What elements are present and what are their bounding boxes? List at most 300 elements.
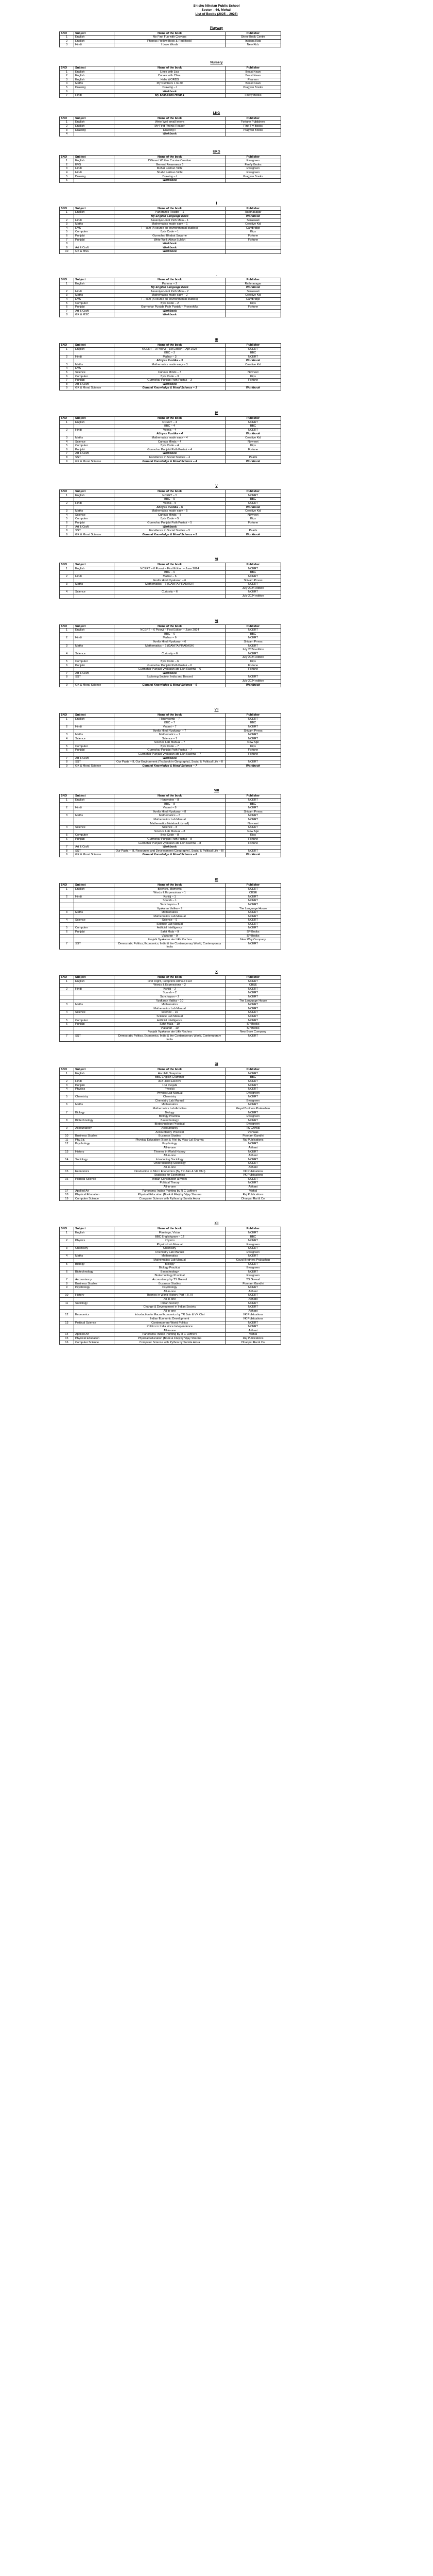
serial-number: 5 [60,834,74,838]
serial-number: 12 [60,1313,74,1317]
serial-number: 16 [60,1177,74,1181]
book-table [59,563,281,598]
table-row [60,1091,281,1095]
column-header-publisher: Publisher [226,116,281,121]
column-header-subject: Subject [74,417,114,421]
serial-number: 8 [60,313,74,317]
subject-cell: GK & Moral Science [74,386,114,391]
subject-cell: Hindi [74,167,114,171]
publisher-cell: July 2024 edition [226,656,281,660]
table-row [60,799,281,803]
serial-number: 8 [60,382,74,386]
publisher-cell [226,525,281,529]
serial-number: 15 [60,1170,74,1174]
serial-number [60,802,74,806]
publisher-cell: July 2024 edition [226,648,281,652]
book-title-cell: Workbook [114,313,226,317]
publisher-cell: CBSE [226,984,281,988]
table-row [60,926,281,930]
table-row [60,286,281,290]
subject-cell [74,1014,114,1019]
subject-cell [74,991,114,995]
publisher-cell [226,382,281,386]
book-title-cell: Byte Code – 7 [114,744,226,749]
column-header-book: Name of the book [114,31,226,36]
table-row [60,1290,281,1294]
subject-cell: Phy.Ed. [74,1138,114,1142]
book-title-cell: Panorar – 2 [114,282,226,286]
serial-number: 5 [60,517,74,521]
table-row [60,529,281,533]
book-title-cell: Biology [114,1262,226,1266]
book-title-cell: Exploring Society: India and Beyond [114,675,226,680]
table-row [60,1247,281,1251]
publisher-cell: Fortune [226,749,281,753]
book-table [59,713,281,768]
serial-number: 4 [60,652,74,656]
subject-cell: Computer [74,301,114,306]
publisher-cell: Pearson [226,78,281,82]
publisher-cell: NCERT [226,1011,281,1015]
table-row [60,82,281,86]
publisher-cell: NCERT [226,995,281,999]
serial-number: 6 [60,90,74,94]
book-title-cell: Chemistry Lab Manual [114,1250,226,1255]
table-row [60,922,281,926]
subject-cell [74,498,114,502]
subject-cell [74,1030,114,1035]
subject-cell: Hindi [74,636,114,640]
column-header-book: Name of the book [114,1068,226,1072]
table-row [60,683,281,687]
column-header-publisher: Publisher [226,417,281,421]
serial-number: 6 [60,749,74,753]
table-row [60,1333,281,1337]
subject-cell: GK & MSC [74,313,114,317]
table-row [60,1259,281,1263]
subject-cell [74,242,114,246]
publisher-cell: Dhanpat Rai & Co [226,1341,281,1345]
book-title-cell: Veena – 5 [114,501,226,505]
subject-cell [74,351,114,355]
publisher-cell: Shivam Prress [226,810,281,814]
publisher-cell: Kips [226,375,281,379]
book-title-cell: Different Written Cursive Creative [114,159,226,163]
publisher-cell: Navneet [226,440,281,444]
subject-cell: Computer [74,375,114,379]
column-header-publisher: Publisher [226,563,281,567]
class-title: X [215,970,218,974]
serial-number: 9 [60,460,74,464]
subject-cell: Economics [74,1170,114,1174]
publisher-cell: Arihant [226,1298,281,1302]
book-title-cell: Curiosity – 6 [114,590,226,595]
publisher-cell: Shree Book Centre [226,36,281,40]
publisher-cell: Goyal Brothers Prakashan [226,1259,281,1263]
table-row [60,525,281,529]
column-header-book: Name of the book [114,207,226,211]
subject-cell: SST [74,529,114,533]
subject-cell: Psychology [74,1142,114,1146]
column-header-sno: SNO [60,714,74,718]
publisher-cell: NCERT [226,806,281,810]
book-title-cell: Mathematics Notebook (small) [114,822,226,826]
table-row [60,1336,281,1341]
subject-cell [74,1154,114,1158]
table-row [60,301,281,306]
publisher-cell: NCERT [226,895,281,899]
table-row [60,849,281,853]
subject-cell: Punjabi [74,379,114,383]
publisher-cell: NCERT [226,1083,281,1088]
table-header-row [60,883,281,887]
book-title-cell: Flamingo, Vistas [114,1231,226,1235]
subject-cell [74,579,114,583]
book-title-cell: General Awareness 6 [114,163,226,167]
table-row [60,375,281,379]
table-row [60,744,281,749]
column-header-publisher: Publisher [226,490,281,494]
subject-cell: English [74,717,114,721]
class-section [0,970,433,1042]
table-row [60,753,281,757]
class-title: UKG [213,149,220,154]
table-row [60,223,281,227]
serial-number: 7 [60,942,74,949]
table-row [60,671,281,675]
publisher-cell [226,671,281,675]
serial-number [60,571,74,575]
table-row [60,211,281,215]
serial-number: 4 [60,919,74,923]
serial-number: 10 [60,1134,74,1139]
subject-cell: Computer [74,1019,114,1023]
subject-cell: Science [74,737,114,741]
class-title: VII [214,708,219,712]
publisher-cell: NCERT [226,818,281,822]
serial-number: 4 [60,132,74,137]
table-row [60,1118,281,1123]
publisher-cell: NCERT [226,733,281,737]
table-row [60,1282,281,1286]
book-title-cell: Veena – 4 [114,428,226,432]
subject-cell: GK & Moral Science [74,853,114,857]
book-title-cell: Abhyas Pustika – 5 [114,505,226,510]
publisher-cell: Workbook [226,359,281,363]
book-table [59,116,281,137]
publisher-cell: NCERT [226,737,281,741]
table-row [60,121,281,125]
serial-number [60,810,74,814]
subject-cell: Art & Craft [74,756,114,760]
column-header-book: Name of the book [114,155,226,159]
subject-cell: English [74,159,114,163]
book-title-cell: Curves with Chinu [114,74,226,78]
book-title-cell: Phonics (Yellow Book & Red Book) [114,39,226,43]
serial-number [60,1309,74,1313]
subject-cell [74,841,114,845]
publisher-cell: NCERT [226,1072,281,1076]
publisher-cell: Beast News [226,82,281,86]
serial-number: 4 [60,1011,74,1015]
publisher-cell: NCERT [226,1034,281,1041]
subject-cell: GK & Moral Science [74,460,114,464]
column-header-subject: Subject [74,883,114,887]
serial-number: 2 [60,428,74,432]
publisher-cell: CBSE [226,891,281,895]
publisher-cell: Evergreen [226,1091,281,1095]
book-title-cell: Mathematics [114,911,226,915]
table-row [60,571,281,575]
serial-number [60,1107,74,1111]
serial-number [60,1165,74,1170]
subject-cell: English [74,347,114,351]
table-row [60,760,281,765]
serial-number: 8 [60,242,74,246]
publisher-cell: NCERT [226,1003,281,1007]
table-row [60,729,281,733]
subject-cell: Physical Education [74,1193,114,1197]
publisher-cell [226,90,281,94]
table-row [60,70,281,74]
table-row [60,246,281,250]
serial-number [60,586,74,590]
column-header-sno: SNO [60,343,74,347]
publisher-cell: NCERT [226,926,281,930]
subject-cell: Chemistry [74,1095,114,1099]
publisher-cell: NCERT [226,849,281,853]
serial-number: 1 [60,121,74,125]
publisher-cell: Pragyan Books [226,86,281,90]
table-row [60,1019,281,1023]
table-row [60,814,281,818]
book-title-cell: Physical Education (Book & File) by Vijay Lal Sharma [114,1138,226,1142]
publisher-cell: The Language House [226,999,281,1003]
subject-cell [74,215,114,219]
table-row [60,656,281,660]
table-row [60,290,281,294]
book-title-cell: Gurmohar Punjabi Vyakaran ate Likh Rachna – 7 [114,753,226,757]
table-row [60,1107,281,1111]
table-row [60,444,281,448]
class-title: Nursery [210,60,223,64]
serial-number: 3 [60,510,74,514]
subject-cell: Art & Craft [74,452,114,456]
serial-number: 5 [60,659,74,664]
column-header-sno: SNO [60,794,74,799]
table-row [60,510,281,514]
serial-number: 9 [60,386,74,391]
publisher-cell: NCERT [226,911,281,915]
subject-cell: Maths [74,82,114,86]
table-row [60,175,281,179]
serial-number: 6 [60,306,74,310]
table-row [60,1309,281,1313]
table-row [60,1103,281,1107]
table-row [60,250,281,254]
book-title-cell: NCERT – 4 [114,420,226,425]
publisher-cell: NCERT [226,760,281,765]
column-header-book: Name of the book [114,563,226,567]
column-header-publisher: Publisher [226,794,281,799]
table-row [60,1231,281,1235]
subject-cell: Science [74,371,114,375]
book-title-cell: Themes in World History [114,1150,226,1154]
publisher-cell: NCERT [226,942,281,949]
publisher-cell: NCERT [226,1301,281,1306]
publisher-cell: NCERT [226,1325,281,1329]
table-row [60,39,281,43]
table-row [60,1111,281,1115]
subject-cell [74,729,114,733]
serial-number: 6 [60,837,74,841]
serial-number: 13 [60,1150,74,1154]
table-row [60,1274,281,1278]
table-row [60,579,281,583]
serial-number: 4 [60,590,74,595]
table-header-row [60,490,281,494]
publisher-cell: NCERT [226,675,281,680]
book-title-cell: Physics Lab Manual [114,1091,226,1095]
serial-number: 3 [60,43,74,47]
book-title-cell [114,586,226,590]
column-header-sno: SNO [60,417,74,421]
subject-cell [74,1185,114,1189]
subject-cell: Physics [74,1088,114,1092]
publisher-cell: NCERT [226,1150,281,1154]
column-header-subject: Subject [74,490,114,494]
publisher-cell: Fortune [226,238,281,242]
serial-number: 1 [60,347,74,351]
subject-cell [74,132,114,137]
serial-number: 1 [60,211,74,215]
serial-number [60,891,74,895]
publisher-cell: NCERT [226,1162,281,1166]
serial-number: 1 [60,717,74,721]
publisher-cell: NCERT [226,1247,281,1251]
subject-cell [74,721,114,725]
publisher-cell: Navneet [226,822,281,826]
book-title-cell: Ikrelts Hindi Vyakaran – 6 [114,579,226,583]
table-row [60,818,281,822]
serial-number: 7 [60,452,74,456]
column-header-sno: SNO [60,1068,74,1072]
book-table [59,883,281,950]
book-title-cell: Workbook [114,90,226,94]
book-title-cell: Chemistry [114,1095,226,1099]
table-row [60,679,281,683]
table-row [60,163,281,167]
book-title-cell: First Flight, Footprints without Feet [114,979,226,984]
publisher-cell: NCERT [226,725,281,729]
serial-number: 2 [60,806,74,810]
subject-cell [74,595,114,599]
book-title-cell: Mathematics Lab Manual [114,1259,226,1263]
table-row [60,1138,281,1142]
column-header-subject: Subject [74,563,114,567]
class-title: VIII [214,789,219,793]
publisher-cell: Kips [226,517,281,521]
publisher-cell: Creative Kid [226,436,281,440]
serial-number: 1 [60,1072,74,1076]
subject-cell: Hindi [74,987,114,991]
book-title-cell: Punjabi Vyakaran ate Likh Rachna [114,1030,226,1035]
book-title-cell: Indian Economic Development [114,1317,226,1321]
book-title-cell: Malhar – 6 [114,575,226,579]
publisher-cell: NCERT [226,799,281,803]
class-section [0,1222,433,1345]
table-row [60,595,281,599]
subject-cell: Computer [74,834,114,838]
book-title-cell: Byte Code – 5 [114,517,226,521]
subject-cell [74,903,114,907]
book-title-cell: NCERT – 6 Poorvi – First Edition – June 2024 [114,629,226,633]
book-title-cell: Abhyas Pustika – 4 [114,432,226,436]
table-row [60,1030,281,1035]
table-row [60,297,281,301]
subject-cell [74,1007,114,1011]
publisher-cell: Kips [226,301,281,306]
table-row [60,226,281,230]
book-title-cell: All-in-one [114,1146,226,1150]
book-title-cell: Aasaniyo Hindi Path Mala – 2 [114,290,226,294]
subject-cell: EVS [74,367,114,371]
serial-number [60,841,74,845]
publisher-cell: First Fly Books [226,124,281,128]
subject-cell [74,1235,114,1239]
table-row [60,355,281,359]
publisher-cell: NCERT [226,636,281,640]
publisher-cell: TS Grewal [226,1127,281,1131]
serial-number: 17 [60,1189,74,1193]
subject-cell: English [74,420,114,425]
serial-number [60,679,74,683]
subject-cell [74,984,114,988]
table-row [60,371,281,375]
subject-cell: SST [74,675,114,680]
publisher-cell: NCERT [226,826,281,830]
subject-cell [74,1091,114,1095]
publisher-cell: New Kidz [226,43,281,47]
table-row [60,1034,281,1041]
serial-number: 7 [60,756,74,760]
book-title-cell: Understanding Sociology [114,1162,226,1166]
subject-cell: Maths [74,583,114,587]
serial-number: 3 [60,644,74,648]
class-section [0,411,433,464]
subject-cell: English [74,39,114,43]
table-row [60,215,281,219]
column-header-subject: Subject [74,155,114,159]
publisher-cell: Evergreen [226,171,281,175]
publisher-cell [226,367,281,371]
book-title-cell: Curious Minds – 5 [114,513,226,517]
subject-cell [74,1165,114,1170]
table-row [60,167,281,171]
book-title-cell: Mathematics Lab Manual [114,818,226,822]
book-title-cell: Viakaran – 10 [114,1026,226,1030]
subject-cell: English [74,78,114,82]
subject-cell: Maths [74,1103,114,1107]
subject-cell [74,922,114,926]
publisher-cell: NCERT [226,583,281,587]
table-header-row [60,417,281,421]
book-table [59,975,281,1042]
book-title-cell: NCERT – 5 [114,494,226,498]
publisher-cell: NCERT [226,979,281,984]
publisher-cell: NCERT [226,1014,281,1019]
book-title-cell: BBC – 8 [114,802,226,806]
